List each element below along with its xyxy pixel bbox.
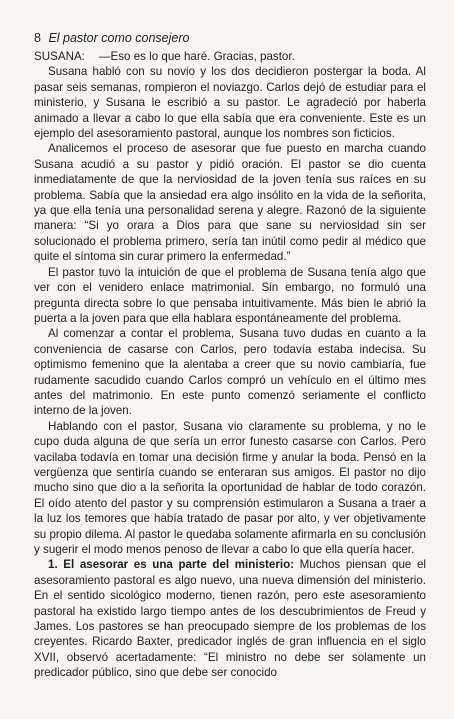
section-heading: 1. El asesorar es una parte del ministerio: (48, 558, 295, 572)
dialog-speaker: SUSANA: (34, 50, 85, 63)
paragraph-2: Analicemos el proceso de asesorar que fue puesto en marcha cuando Susana acudió a su pastor y pidió oración. El pastor se dio cuenta inmediatamente de que la nerviosidad de la joven tenía sus raíces en su problema. Sabía que la ansiedad era algo insólito en la vida de la señorita, ya que ella tenía una personalidad serena y alegre. Razonó de la siguiente manera: “Si yo orara a Dios para que sane su nerviosidad sin ser solucionado el problema primero, sería tan inútil como pedir al médico que quite el síntoma sin curar primero la enfermedad.” (34, 142, 426, 264)
paragraph-6-text: Muchos piensan que el asesoramiento pastoral es algo nuevo, una nueva dimensión del ministerio. En el sentido sicológico moderno, tienen razón, pero este asesoramiento pastoral ha existido largo tiempo antes de los descubrimientos de Freud y James. Los pastores se han preocupado siempre de los problemas de los creyentes. Ricardo Baxter, predicador inglés de gran influencia en el siglo XVII, observó acertadamente: “El ministro no debe ser solamente un predicador público, sino que debe ser conocido (34, 558, 426, 680)
running-header (34, 30, 426, 46)
dialog-line (34, 49, 426, 64)
page-number: 8 (34, 31, 41, 45)
paragraph-3: El pastor tuvo la intuición de que el problema de Susana tenía algo que ver con el venidero enlace matrimonial. Sin embargo, no formuló una pregunta directa sobre lo que pensaba intuitivamente. Más bien le abrió la puerta a la joven para que ella hablara espontáneamente del problema. (34, 265, 426, 325)
paragraph-5: Hablando con el pastor, Susana vio claramente su problema, y no le cupo duda alguna de que sería un error funesto casarse con Carlos. Pero vacilaba todavía en tomar una decisión firme y anular la boda. Pensó en la vergüenza que sentiría cuando se enteraran sus amigos. El pastor no dijo mucho sino que dio a la señorita la oportunidad de hablar de todo corazón. El oído atento del pastor y su comprensión estimularon a Susana a traer a la luz los temores que había tratado de pasar por alto, y ver objetivamente su propio dilema. Al pastor le quedaba solamente afirmarla en su conclusión y sugerir el modo menos penoso de llevar a cabo lo que ella quería hacer. (34, 419, 426, 556)
body-text (34, 49, 426, 681)
paragraph-4: Al comenzar a contar el problema, Susana tuvo dudas en cuanto a la conveniencia de casarse con Carlos, pero todavía estaba indecisa. Su optimismo femenino que la alentaba a creer que su novio cambiaría, fue rudamente sacudido cuando Carlos compró un vehículo en el último mes antes del matrimonio. En este punto comenzó seriamente el conflicto interno de la joven. (34, 327, 426, 418)
dialog-text: —Eso es lo que haré. Gracias, pastor. (98, 50, 295, 63)
paragraph-6 (34, 557, 426, 680)
paragraph-1: Susana habló con su novio y los dos decidieron postergar la boda. Al pasar seis semanas, rompieron el noviazgo. Carlos dejó de estudiar para el ministerio, y Susana le escribió a su pastor. Le agradeció por haberla animado a llevar a cabo lo que ella sabía que era conveniente. Este es un ejemplo del asesoramiento pastoral, aunque los nombres son ficticios. (34, 65, 426, 141)
running-title: El pastor como consejero (48, 31, 190, 45)
